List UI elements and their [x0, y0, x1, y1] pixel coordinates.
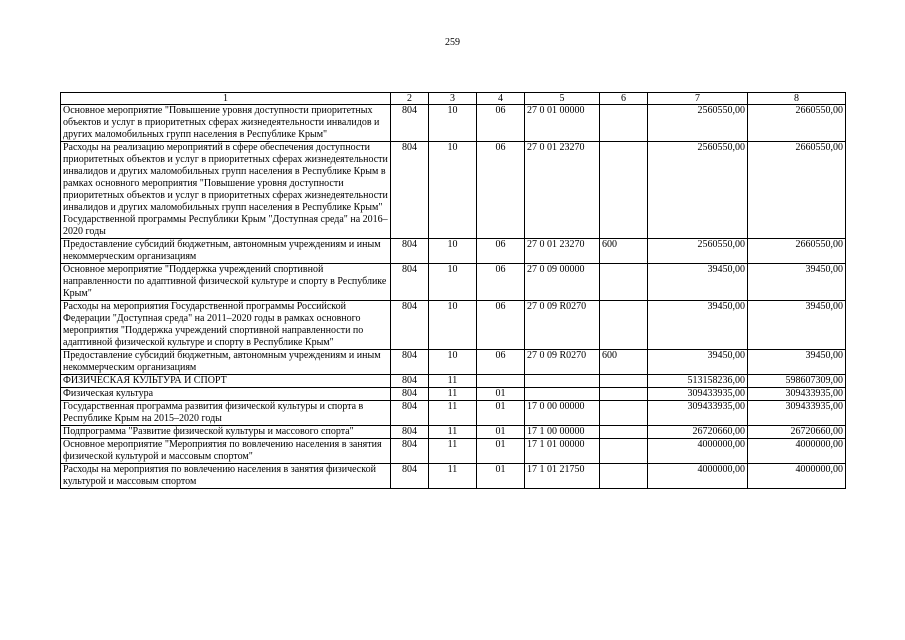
row-section: 11	[429, 388, 477, 401]
row-name: Государственная программа развития физической культуры и спорта в Республике Крым на 2015–2020 годы	[61, 401, 391, 426]
row-amount-year2: 2660550,00	[748, 142, 846, 239]
row-target-article: 27 0 09 R0270	[525, 301, 600, 350]
row-grbs: 804	[391, 375, 429, 388]
row-name: Расходы на реализацию мероприятий в сфере обеспечения доступности приоритетных объектов и услуг в приоритетных сферах жизнедеятельности инвалидов и других маломобильных групп населения в Республике Крым в рамках основного мероприятия "Повышение уровня доступности приоритетных объектов и услуг в приоритетных сферах жизнедеятельности инвалидов и других маломобильных групп населения в Республике Крым" Государственной программы Республики Крым "Доступная среда" на 2016–2020 годы	[61, 142, 391, 239]
row-target-article: 17 0 00 00000	[525, 401, 600, 426]
column-header: 2	[391, 93, 429, 105]
row-expense-type	[600, 388, 648, 401]
row-subsection: 06	[477, 264, 525, 301]
row-subsection: 01	[477, 464, 525, 489]
row-expense-type	[600, 105, 648, 142]
row-expense-type: 600	[600, 350, 648, 375]
row-expense-type	[600, 439, 648, 464]
table-header-row	[61, 93, 846, 105]
row-expense-type	[600, 401, 648, 426]
row-grbs: 804	[391, 105, 429, 142]
row-subsection: 01	[477, 388, 525, 401]
row-amount-year2: 26720660,00	[748, 426, 846, 439]
row-grbs: 804	[391, 142, 429, 239]
table-row	[61, 350, 846, 375]
row-subsection: 01	[477, 439, 525, 464]
row-expense-type: 600	[600, 239, 648, 264]
row-grbs: 804	[391, 350, 429, 375]
column-header: 6	[600, 93, 648, 105]
row-subsection: 01	[477, 426, 525, 439]
row-amount-year2: 2660550,00	[748, 105, 846, 142]
row-amount-year2: 39450,00	[748, 264, 846, 301]
row-name: Расходы на мероприятия Государственной программы Российской Федерации "Доступная среда" на 2011–2020 годы в рамках основного мероприятия "Поддержка учреждений спортивной направленности по адаптивной физической культуре и спорту в Республике Крым"	[61, 301, 391, 350]
row-subsection: 06	[477, 105, 525, 142]
row-amount-year1: 513158236,00	[648, 375, 748, 388]
row-target-article: 27 0 01 00000	[525, 105, 600, 142]
row-amount-year1: 309433935,00	[648, 388, 748, 401]
row-target-article: 17 1 01 00000	[525, 439, 600, 464]
row-section: 11	[429, 464, 477, 489]
row-grbs: 804	[391, 439, 429, 464]
row-amount-year1: 39450,00	[648, 264, 748, 301]
row-subsection: 06	[477, 350, 525, 375]
row-amount-year2: 309433935,00	[748, 388, 846, 401]
row-amount-year2: 598607309,00	[748, 375, 846, 388]
row-grbs: 804	[391, 401, 429, 426]
row-expense-type	[600, 464, 648, 489]
row-name: Физическая культура	[61, 388, 391, 401]
row-grbs: 804	[391, 239, 429, 264]
row-subsection: 01	[477, 401, 525, 426]
column-header: 7	[648, 93, 748, 105]
row-name: Основное мероприятие "Поддержка учреждений спортивной направленности по адаптивной физической культуре и спорту в Республике Крым"	[61, 264, 391, 301]
row-expense-type	[600, 264, 648, 301]
row-amount-year2: 4000000,00	[748, 464, 846, 489]
table-row	[61, 239, 846, 264]
table-row	[61, 426, 846, 439]
row-section: 10	[429, 105, 477, 142]
row-expense-type	[600, 426, 648, 439]
row-amount-year2: 39450,00	[748, 301, 846, 350]
row-grbs: 804	[391, 464, 429, 489]
row-amount-year2: 39450,00	[748, 350, 846, 375]
row-target-article: 17 1 00 00000	[525, 426, 600, 439]
row-target-article	[525, 375, 600, 388]
table-row	[61, 401, 846, 426]
row-amount-year2: 4000000,00	[748, 439, 846, 464]
row-amount-year1: 26720660,00	[648, 426, 748, 439]
row-name: Основное мероприятие "Повышение уровня доступности приоритетных объектов и услуг в приоритетных сферах жизнедеятельности инвалидов и других маломобильных групп населения в Республике Крым"	[61, 105, 391, 142]
row-name: ФИЗИЧЕСКАЯ КУЛЬТУРА И СПОРТ	[61, 375, 391, 388]
row-grbs: 804	[391, 301, 429, 350]
column-header: 5	[525, 93, 600, 105]
row-amount-year1: 4000000,00	[648, 464, 748, 489]
row-amount-year2: 2660550,00	[748, 239, 846, 264]
row-target-article: 27 0 01 23270	[525, 239, 600, 264]
row-expense-type	[600, 301, 648, 350]
column-header: 3	[429, 93, 477, 105]
row-section: 10	[429, 264, 477, 301]
row-section: 10	[429, 350, 477, 375]
column-header: 4	[477, 93, 525, 105]
row-subsection: 06	[477, 301, 525, 350]
row-target-article	[525, 388, 600, 401]
row-amount-year1: 2560550,00	[648, 105, 748, 142]
row-expense-type	[600, 375, 648, 388]
row-section: 11	[429, 375, 477, 388]
row-section: 11	[429, 439, 477, 464]
row-amount-year1: 4000000,00	[648, 439, 748, 464]
row-subsection: 06	[477, 239, 525, 264]
row-amount-year2: 309433935,00	[748, 401, 846, 426]
budget-table	[60, 92, 846, 489]
table-row	[61, 439, 846, 464]
row-name: Основное мероприятие "Мероприятия по вовлечению населения в занятия физической культурой и массовым спортом"	[61, 439, 391, 464]
row-section: 10	[429, 301, 477, 350]
column-header: 8	[748, 93, 846, 105]
table-row	[61, 105, 846, 142]
row-section: 11	[429, 401, 477, 426]
table-row	[61, 464, 846, 489]
row-amount-year1: 2560550,00	[648, 142, 748, 239]
table-row	[61, 301, 846, 350]
row-grbs: 804	[391, 426, 429, 439]
table-row	[61, 142, 846, 239]
page-number: 259	[445, 37, 460, 48]
row-amount-year1: 39450,00	[648, 350, 748, 375]
row-grbs: 804	[391, 264, 429, 301]
row-name: Предоставление субсидий бюджетным, автономным учреждениям и иным некоммерческим организациям	[61, 350, 391, 375]
row-subsection	[477, 375, 525, 388]
row-section: 10	[429, 239, 477, 264]
row-target-article: 27 0 09 R0270	[525, 350, 600, 375]
row-name: Расходы на мероприятия по вовлечению населения в занятия физической культурой и массовым спортом	[61, 464, 391, 489]
row-amount-year1: 309433935,00	[648, 401, 748, 426]
row-amount-year1: 2560550,00	[648, 239, 748, 264]
row-expense-type	[600, 142, 648, 239]
row-subsection: 06	[477, 142, 525, 239]
row-section: 10	[429, 142, 477, 239]
row-target-article: 27 0 09 00000	[525, 264, 600, 301]
row-target-article: 17 1 01 21750	[525, 464, 600, 489]
row-grbs: 804	[391, 388, 429, 401]
row-section: 11	[429, 426, 477, 439]
row-target-article: 27 0 01 23270	[525, 142, 600, 239]
row-amount-year1: 39450,00	[648, 301, 748, 350]
row-name: Предоставление субсидий бюджетным, автономным учреждениям и иным некоммерческим организациям	[61, 239, 391, 264]
table-row	[61, 388, 846, 401]
table-row	[61, 375, 846, 388]
table-row	[61, 264, 846, 301]
column-header: 1	[61, 93, 391, 105]
row-name: Подпрограмма "Развитие физической культуры и массового спорта"	[61, 426, 391, 439]
